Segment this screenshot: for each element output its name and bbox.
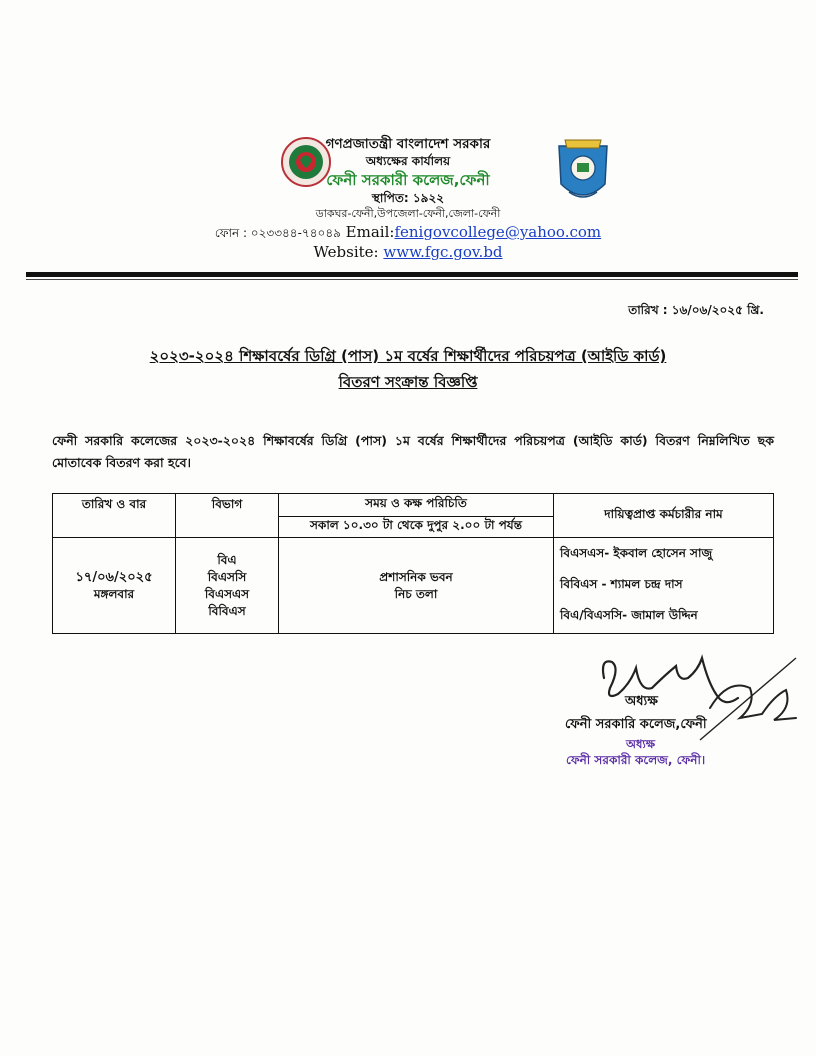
government-name: গণপ্রজাতন্ত্রী বাংলাদেশ সরকার [325, 136, 491, 152]
header-time-room: সময় ও কক্ষ পরিচিতি [279, 494, 554, 517]
notice-body: ফেনী সরকারি কলেজের ২০২৩-২০২৪ শিক্ষাবর্ষের ডিগ্রি (পাস) ১ম বর্ষের শিক্ষার্থীদের পরিচয়পত্র (আইডি কার্ড) বিতরণ নিম্নলিখিত ছক মোতাবেক বিতরণ করা হবে। [52, 433, 774, 470]
email-link[interactable]: fenigovcollege@yahoo.com [394, 223, 602, 242]
staff-item: বিএসএস- ইকবাল হোসেন সাজু [560, 546, 713, 560]
header-date-day: তারিখ ও বার [53, 494, 176, 538]
row-date: ১৭/০৬/২০২৫ [75, 569, 153, 585]
stamp-title: অধ্যক্ষ [626, 737, 656, 751]
row-departments-cell [176, 538, 279, 634]
college-name: ফেনী সরকারী কলেজ,ফেনী [326, 170, 490, 189]
letterhead [0, 128, 816, 261]
row-day: মঙ্গলবার [93, 586, 135, 601]
stamp-college: ফেনী সরকারী কলেজ, ফেনী। [566, 753, 706, 767]
department-item: বিবিএস [208, 603, 246, 618]
signatory-title: অধ্যক্ষ [625, 694, 658, 709]
time-range: সকাল ১০.৩০ টা থেকে দুপুর ২.০০ টা পর্যন্ত [279, 517, 554, 538]
notice-title-line1: ২০২৩-২০২৪ শিক্ষাবর্ষের ডিগ্রি (পাস) ১ম বর্ষের শিক্ষার্থীদের পরিচয়পত্র (আইডি কার্ড) [149, 347, 667, 365]
notice-date: তারিখ : ১৬/০৬/২০২৫ খ্রি. [628, 303, 764, 317]
department-item: বিএ [217, 552, 237, 567]
notice-title-line2: বিতরণ সংক্রান্ত বিজ্ঞপ্তি [338, 373, 478, 391]
header-department: বিভাগ [176, 494, 279, 538]
website-line [0, 243, 816, 261]
department-item: বিএসসি [207, 569, 247, 584]
postal-address: ডাকঘর-ফেনী,উপজেলা-ফেনী,জেলা-ফেনী [315, 206, 501, 220]
table-header-row [53, 494, 774, 517]
staff-item: বিবিএস - শ্যামল চন্দ্র দাস [560, 577, 683, 591]
room-building: প্রশাসনিক ভবন [379, 569, 453, 584]
website-label: Website: [313, 243, 379, 262]
room-floor: নিচ তলা [394, 586, 438, 601]
department-item: বিএসএস [204, 586, 250, 601]
header-divider-thick [26, 272, 798, 277]
website-link[interactable]: www.fgc.gov.bd [383, 243, 503, 262]
established-year: স্থাপিত: ১৯২২ [371, 190, 445, 205]
header-divider-thin [26, 279, 798, 280]
schedule-table [52, 493, 774, 634]
signatory-college: ফেনী সরকারি কলেজ,ফেনী [565, 717, 707, 732]
header-staff: দায়িত্বপ্রাপ্ত কর্মচারীর নাম [554, 494, 774, 538]
phone-number: ফোন : ০২৩৩৪৪-৭৪০৪৯ [214, 226, 341, 241]
table-row [53, 538, 774, 634]
office-name: অধ্যক্ষের কার্যালয় [365, 154, 451, 169]
row-date-cell [53, 538, 176, 634]
row-room-cell [279, 538, 554, 634]
contact-line [0, 223, 816, 241]
row-staff-cell [554, 538, 774, 634]
staff-item: বিএ/বিএসসি- জামাল উদ্দিন [560, 608, 698, 622]
email-label: Email: [345, 223, 395, 242]
